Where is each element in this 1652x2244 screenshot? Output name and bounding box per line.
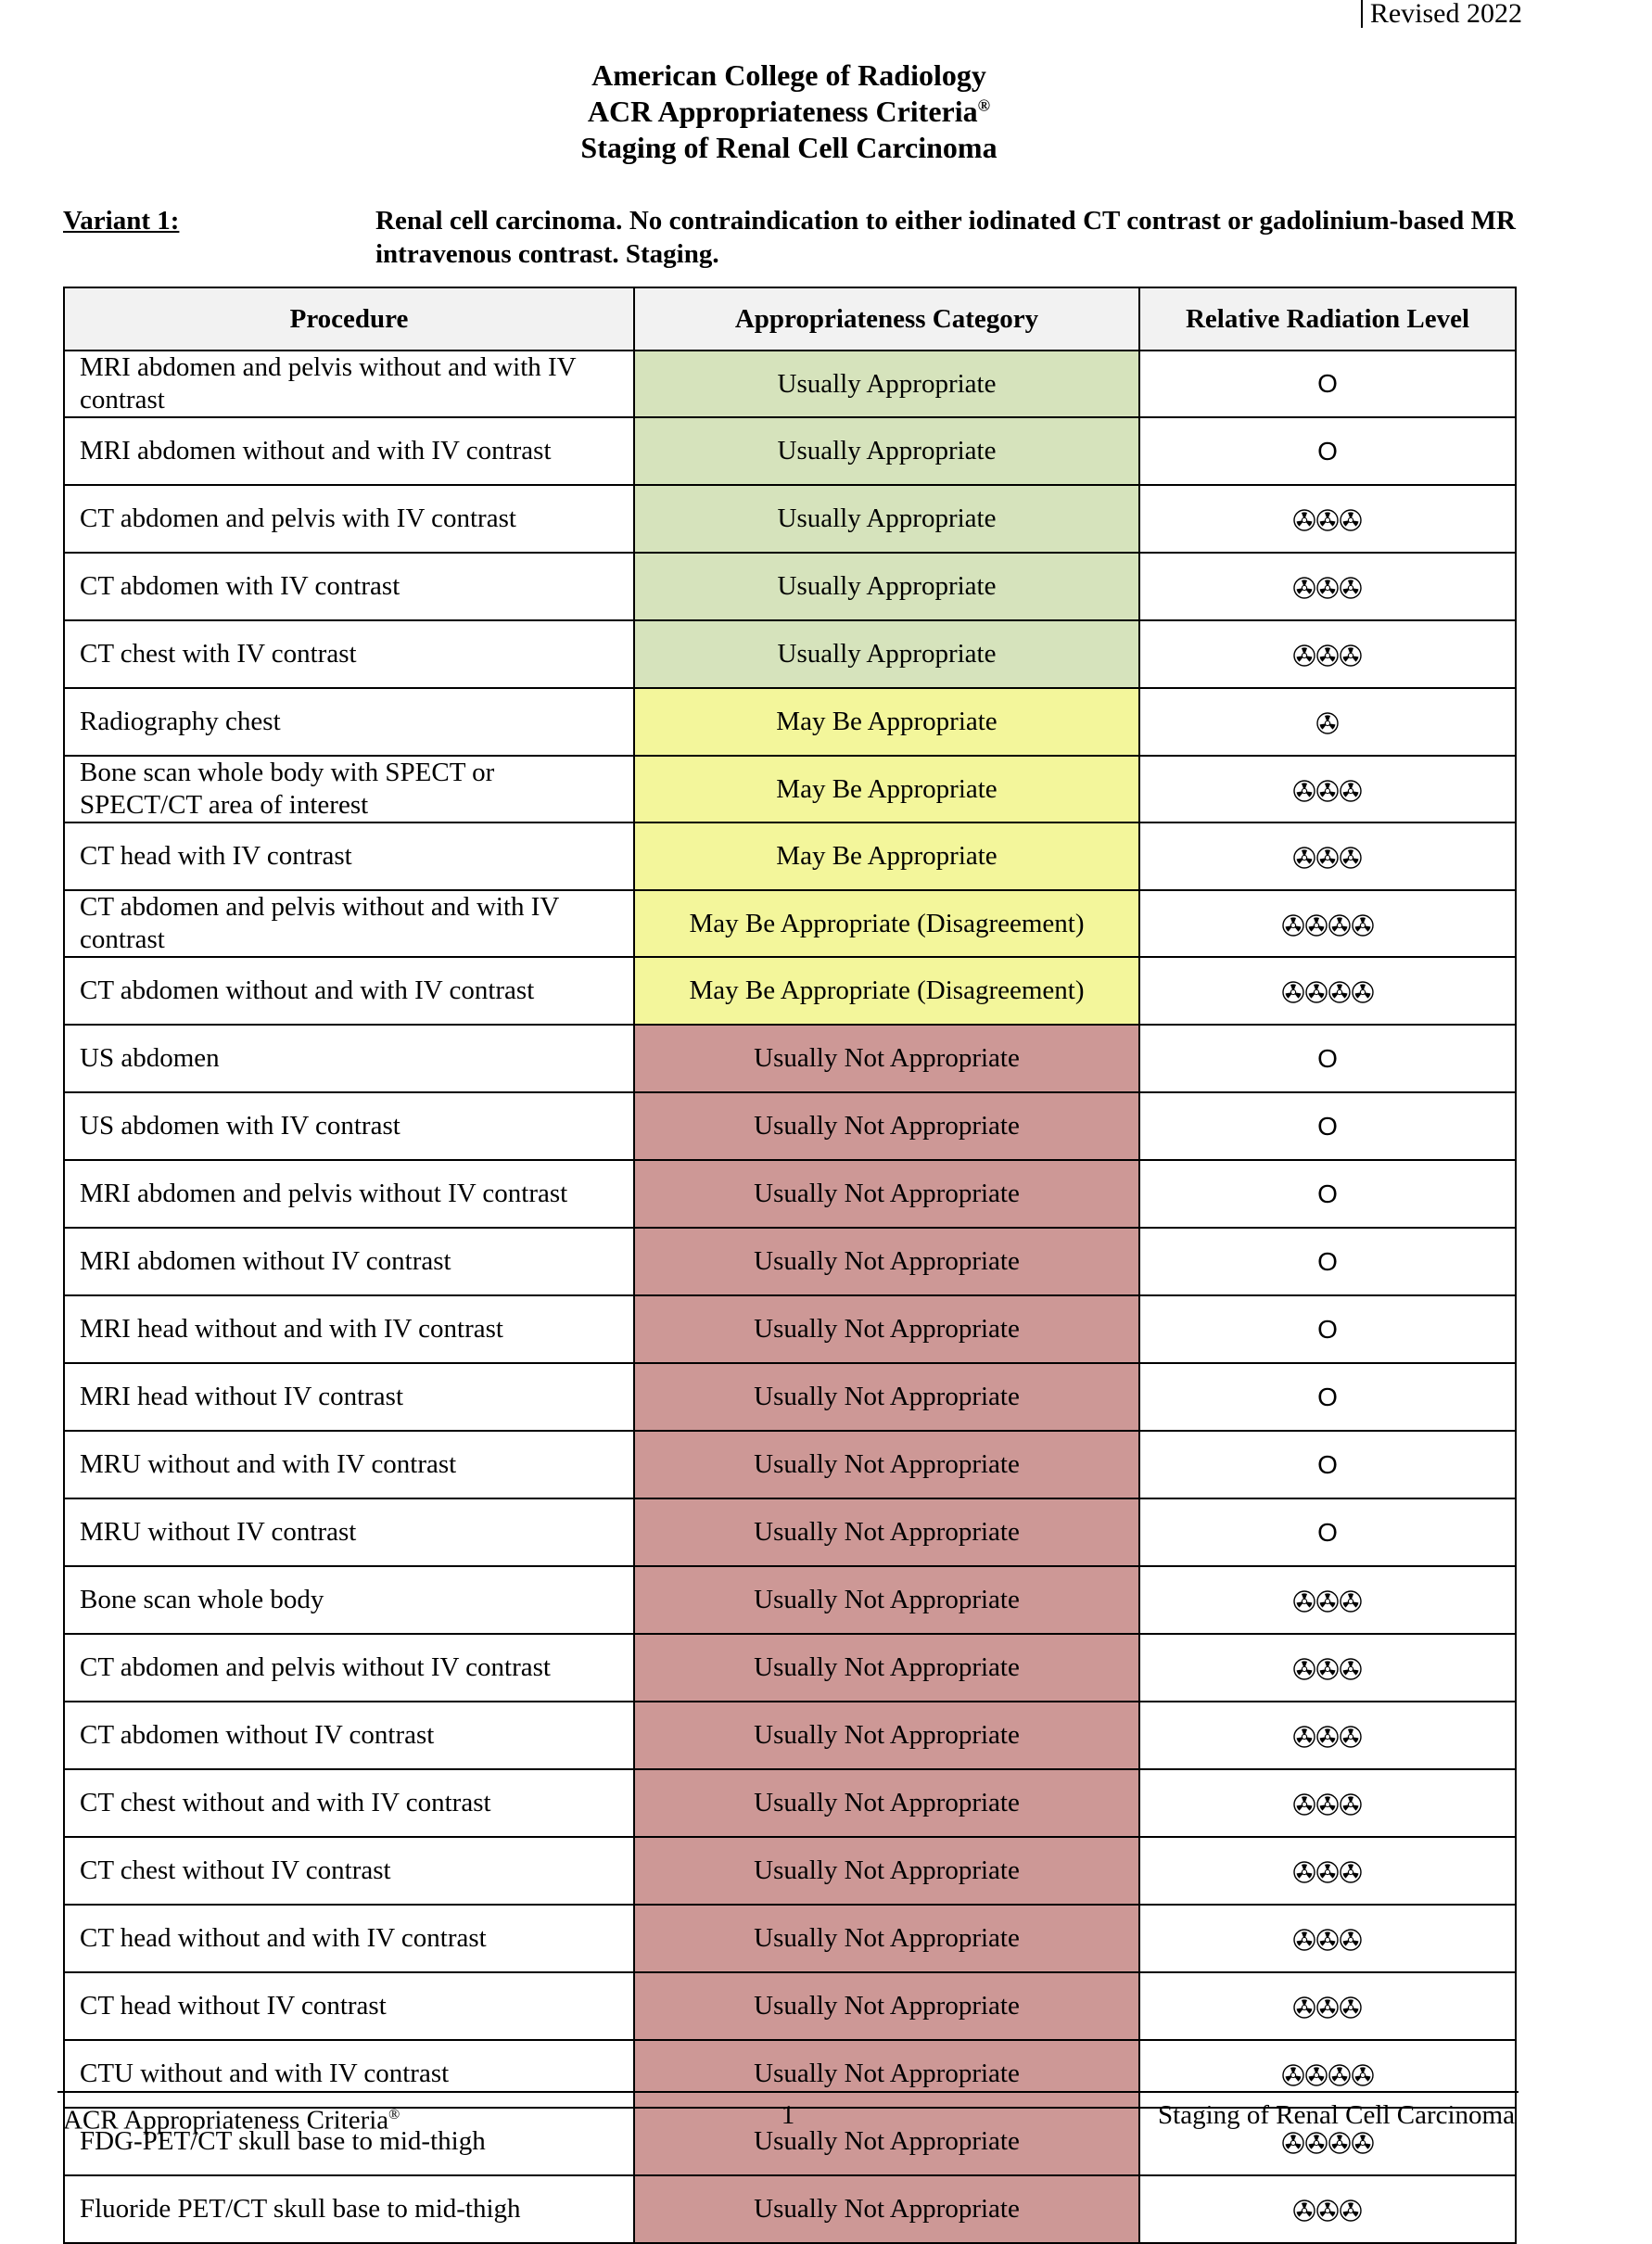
procedure-cell: Fluoride PET/CT skull base to mid-thigh [64, 2175, 634, 2243]
procedure-cell: MRI abdomen without and with IV contrast [64, 417, 634, 485]
procedure-cell: CT abdomen without and with IV contrast [64, 957, 634, 1025]
procedure-cell: CT head with IV contrast [64, 822, 634, 890]
radiation-trefoil-icon [1340, 1658, 1362, 1680]
procedure-cell: Bone scan whole body [64, 1566, 634, 1634]
radiation-trefoil-icon [1282, 981, 1304, 1003]
radiation-trefoil-icon [1352, 914, 1374, 937]
radiation-trefoil-icon [1305, 2132, 1328, 2154]
org-name: American College of Radiology [591, 58, 986, 92]
radiation-trefoil-icon [1316, 644, 1339, 667]
table-row [64, 1769, 1516, 1837]
footer-divider [57, 2091, 1519, 2093]
radiation-trefoil-icon [1282, 2064, 1304, 2086]
radiation-trefoil-icon [1316, 1658, 1339, 1680]
radiation-level-cell [1139, 1160, 1516, 1228]
category-cell: Usually Not Appropriate [634, 1972, 1139, 2040]
radiation-trefoil-icon [1340, 509, 1362, 531]
radiation-trefoil-icon [1282, 914, 1304, 937]
radiation-trefoil-icon [1328, 2132, 1351, 2154]
footer-left-text: ACR Appropriateness Criteria [63, 2105, 389, 2136]
category-cell: May Be Appropriate [634, 822, 1139, 890]
radiation-level-cell [1139, 1363, 1516, 1431]
radiation-trefoil-icon [1316, 2199, 1339, 2222]
radiation-level-zero: O [1317, 1314, 1338, 1344]
radiation-level-icons [1293, 1861, 1362, 1883]
table-row [64, 1092, 1516, 1160]
variant-label: Variant 1: [63, 206, 180, 236]
radiation-level-cell [1139, 620, 1516, 688]
variant-description: Renal cell carcinoma. No contraindication to either iodinated CT contrast or gadolinium-based MR intravenous contrast. Staging. [375, 206, 1516, 269]
category-cell: Usually Not Appropriate [634, 1092, 1139, 1160]
category-cell: Usually Not Appropriate [634, 1363, 1139, 1431]
revised-date: Revised 2022 [1361, 0, 1522, 28]
radiation-level-icons [1293, 1929, 1362, 1951]
table-row [64, 1160, 1516, 1228]
footer-left [63, 2098, 400, 2137]
radiation-level-cell [1139, 1295, 1516, 1363]
category-cell: Usually Appropriate [634, 553, 1139, 620]
radiation-trefoil-icon [1328, 981, 1351, 1003]
table-row [64, 485, 1516, 553]
radiation-trefoil-icon [1316, 1996, 1339, 2019]
category-cell: Usually Not Appropriate [634, 1905, 1139, 1972]
radiation-level-zero: O [1317, 1449, 1338, 1479]
radiation-trefoil-icon [1340, 1996, 1362, 2019]
procedure-cell: US abdomen with IV contrast [64, 1092, 634, 1160]
category-cell: Usually Not Appropriate [634, 1228, 1139, 1295]
table-row [64, 1837, 1516, 1905]
radiation-trefoil-icon [1340, 1726, 1362, 1748]
table-row [64, 1025, 1516, 1092]
radiation-level-icons [1293, 1996, 1362, 2019]
table-header-row [64, 287, 1516, 351]
radiation-level-cell [1139, 1228, 1516, 1295]
radiation-trefoil-icon [1340, 577, 1362, 599]
procedure-cell: CT chest without and with IV contrast [64, 1769, 634, 1837]
procedure-cell: MRU without IV contrast [64, 1498, 634, 1566]
radiation-level-icons [1293, 1793, 1362, 1816]
table-row [64, 553, 1516, 620]
table-row [64, 1972, 1516, 2040]
radiation-level-cell [1139, 822, 1516, 890]
procedure-cell: Radiography chest [64, 688, 634, 756]
procedure-cell: CT abdomen and pelvis without IV contrast [64, 1634, 634, 1702]
category-cell: Usually Not Appropriate [634, 1295, 1139, 1363]
radiation-level-icons [1293, 577, 1362, 599]
radiation-trefoil-icon [1293, 577, 1315, 599]
radiation-trefoil-icon [1293, 1996, 1315, 2019]
radiation-level-zero: O [1317, 1043, 1338, 1073]
category-cell: May Be Appropriate (Disagreement) [634, 890, 1139, 957]
procedure-cell: MRU without and with IV contrast [64, 1431, 634, 1498]
table-row [64, 351, 1516, 417]
radiation-trefoil-icon [1293, 847, 1315, 869]
radiation-trefoil-icon [1340, 2199, 1362, 2222]
footer-right: Staging of Renal Cell Carcinoma [1158, 2100, 1515, 2130]
procedure-cell: CT chest without IV contrast [64, 1837, 634, 1905]
table-row [64, 1431, 1516, 1498]
table-row [64, 822, 1516, 890]
radiation-level-zero: O [1317, 436, 1338, 465]
radiation-trefoil-icon [1316, 577, 1339, 599]
procedure-cell: FDG-PET/CT skull base to mid-thigh [64, 2108, 634, 2175]
radiation-level-icons [1316, 712, 1339, 734]
category-cell: Usually Not Appropriate [634, 2040, 1139, 2108]
radiation-trefoil-icon [1340, 1793, 1362, 1816]
category-cell: Usually Appropriate [634, 351, 1139, 417]
radiation-level-icons [1282, 914, 1374, 937]
radiation-trefoil-icon [1293, 1861, 1315, 1883]
table-row [64, 1363, 1516, 1431]
radiation-trefoil-icon [1293, 1929, 1315, 1951]
radiation-trefoil-icon [1293, 644, 1315, 667]
radiation-trefoil-icon [1352, 2064, 1374, 2086]
radiation-level-zero: O [1317, 1382, 1338, 1411]
radiation-level-icons [1293, 644, 1362, 667]
radiation-trefoil-icon [1305, 914, 1328, 937]
table-row [64, 417, 1516, 485]
radiation-level-cell [1139, 1905, 1516, 1972]
category-cell: Usually Not Appropriate [634, 1498, 1139, 1566]
radiation-level-cell [1139, 351, 1516, 417]
procedure-cell: MRI abdomen and pelvis without and with IV contrast [64, 351, 634, 417]
table-row [64, 890, 1516, 957]
category-cell: Usually Not Appropriate [634, 2108, 1139, 2175]
table-row [64, 2175, 1516, 2243]
radiation-level-icons [1293, 847, 1362, 869]
procedure-cell: CTU without and with IV contrast [64, 2040, 634, 2108]
radiation-trefoil-icon [1340, 1929, 1362, 1951]
radiation-trefoil-icon [1316, 1929, 1339, 1951]
radiation-level-cell [1139, 1702, 1516, 1769]
category-cell: Usually Appropriate [634, 485, 1139, 553]
radiation-level-icons [1282, 2132, 1374, 2154]
radiation-level-cell [1139, 1025, 1516, 1092]
procedure-cell: MRI abdomen and pelvis without IV contrast [64, 1160, 634, 1228]
radiation-level-cell [1139, 688, 1516, 756]
procedure-cell: MRI head without IV contrast [64, 1363, 634, 1431]
category-cell: Usually Appropriate [634, 417, 1139, 485]
procedure-cell: CT abdomen and pelvis with IV contrast [64, 485, 634, 553]
radiation-trefoil-icon [1316, 1793, 1339, 1816]
category-cell: Usually Not Appropriate [634, 1025, 1139, 1092]
criteria-title [0, 94, 1578, 130]
category-cell: Usually Not Appropriate [634, 1769, 1139, 1837]
table-row [64, 1702, 1516, 1769]
radiation-level-zero: O [1317, 1179, 1338, 1208]
category-header: Appropriateness Category [634, 287, 1139, 351]
table-row [64, 756, 1516, 822]
radiation-trefoil-icon [1340, 780, 1362, 802]
radiation-level-icons [1293, 1726, 1362, 1748]
radiation-trefoil-icon [1305, 981, 1328, 1003]
procedure-header: Procedure [64, 287, 634, 351]
criteria-title-text: ACR Appropriateness Criteria [587, 95, 978, 128]
table-row [64, 688, 1516, 756]
radiation-trefoil-icon [1316, 712, 1339, 734]
category-cell: Usually Not Appropriate [634, 1702, 1139, 1769]
radiation-trefoil-icon [1328, 2064, 1351, 2086]
table-row [64, 1228, 1516, 1295]
procedure-cell: CT abdomen and pelvis without and with IV contrast [64, 890, 634, 957]
category-cell: May Be Appropriate [634, 756, 1139, 822]
radiation-level-zero: O [1317, 1246, 1338, 1276]
radiation-trefoil-icon [1328, 914, 1351, 937]
radiation-level-cell [1139, 1634, 1516, 1702]
registered-mark: ® [977, 96, 991, 115]
radiation-level-cell [1139, 1092, 1516, 1160]
table-row [64, 957, 1516, 1025]
category-cell: Usually Not Appropriate [634, 1634, 1139, 1702]
procedure-cell: Bone scan whole body with SPECT or SPECT/CT area of interest [64, 756, 634, 822]
radiation-trefoil-icon [1316, 1726, 1339, 1748]
radiation-trefoil-icon [1340, 847, 1362, 869]
radiation-trefoil-icon [1340, 1861, 1362, 1883]
radiation-level-cell [1139, 553, 1516, 620]
radiation-level-icons [1293, 1658, 1362, 1680]
radiation-level-zero: O [1317, 1517, 1338, 1547]
table-row [64, 1566, 1516, 1634]
table-row [64, 620, 1516, 688]
radiation-trefoil-icon [1316, 1861, 1339, 1883]
procedure-cell: CT chest with IV contrast [64, 620, 634, 688]
radiation-trefoil-icon [1352, 2132, 1374, 2154]
radiation-level-cell [1139, 417, 1516, 485]
procedure-cell: MRI abdomen without IV contrast [64, 1228, 634, 1295]
document-header [0, 57, 1578, 166]
radiation-level-cell [1139, 1972, 1516, 2040]
radiation-level-cell [1139, 890, 1516, 957]
appropriateness-table [63, 287, 1517, 2244]
radiation-trefoil-icon [1305, 2064, 1328, 2086]
radiation-level-zero: O [1317, 1111, 1338, 1141]
footer-registered-mark: ® [388, 2107, 400, 2123]
radiation-trefoil-icon [1316, 1590, 1339, 1613]
category-cell: Usually Not Appropriate [634, 2175, 1139, 2243]
radiation-level-icons [1282, 981, 1374, 1003]
procedure-cell: CT abdomen without IV contrast [64, 1702, 634, 1769]
radiation-level-cell [1139, 485, 1516, 553]
category-cell: Usually Not Appropriate [634, 1566, 1139, 1634]
procedure-cell: CT head without and with IV contrast [64, 1905, 634, 1972]
radiation-level-icons [1293, 509, 1362, 531]
topic-title: Staging of Renal Cell Carcinoma [580, 131, 998, 164]
procedure-cell: MRI head without and with IV contrast [64, 1295, 634, 1363]
table-row [64, 1905, 1516, 1972]
radiation-trefoil-icon [1293, 1793, 1315, 1816]
procedure-cell: US abdomen [64, 1025, 634, 1092]
radiation-level-cell [1139, 1566, 1516, 1634]
radiation-trefoil-icon [1316, 847, 1339, 869]
radiation-trefoil-icon [1352, 981, 1374, 1003]
radiation-level-cell [1139, 1769, 1516, 1837]
radiation-level-icons [1282, 2064, 1374, 2086]
page-number: 1 [781, 2100, 795, 2130]
radiation-header: Relative Radiation Level [1139, 287, 1516, 351]
radiation-trefoil-icon [1282, 2132, 1304, 2154]
radiation-trefoil-icon [1293, 509, 1315, 531]
radiation-level-icons [1293, 2199, 1362, 2222]
radiation-level-cell [1139, 2175, 1516, 2243]
category-cell: Usually Appropriate [634, 620, 1139, 688]
radiation-level-cell [1139, 1837, 1516, 1905]
radiation-trefoil-icon [1316, 509, 1339, 531]
procedure-cell: CT head without IV contrast [64, 1972, 634, 2040]
table-row [64, 1634, 1516, 1702]
category-cell: May Be Appropriate (Disagreement) [634, 957, 1139, 1025]
radiation-trefoil-icon [1293, 1726, 1315, 1748]
radiation-level-cell [1139, 1498, 1516, 1566]
table-row [64, 1295, 1516, 1363]
radiation-trefoil-icon [1340, 644, 1362, 667]
radiation-level-icons [1293, 1590, 1362, 1613]
category-cell: May Be Appropriate [634, 688, 1139, 756]
table-body [64, 351, 1516, 2243]
radiation-level-icons [1293, 780, 1362, 802]
radiation-trefoil-icon [1293, 1658, 1315, 1680]
table-row [64, 1498, 1516, 1566]
radiation-trefoil-icon [1340, 1590, 1362, 1613]
category-cell: Usually Not Appropriate [634, 1431, 1139, 1498]
radiation-trefoil-icon [1293, 1590, 1315, 1613]
radiation-trefoil-icon [1316, 780, 1339, 802]
radiation-level-zero: O [1317, 369, 1338, 398]
radiation-level-cell [1139, 957, 1516, 1025]
category-cell: Usually Not Appropriate [634, 1160, 1139, 1228]
radiation-level-cell [1139, 1431, 1516, 1498]
radiation-trefoil-icon [1293, 780, 1315, 802]
radiation-trefoil-icon [1293, 2199, 1315, 2222]
category-cell: Usually Not Appropriate [634, 1837, 1139, 1905]
procedure-cell: CT abdomen with IV contrast [64, 553, 634, 620]
radiation-level-cell [1139, 756, 1516, 822]
